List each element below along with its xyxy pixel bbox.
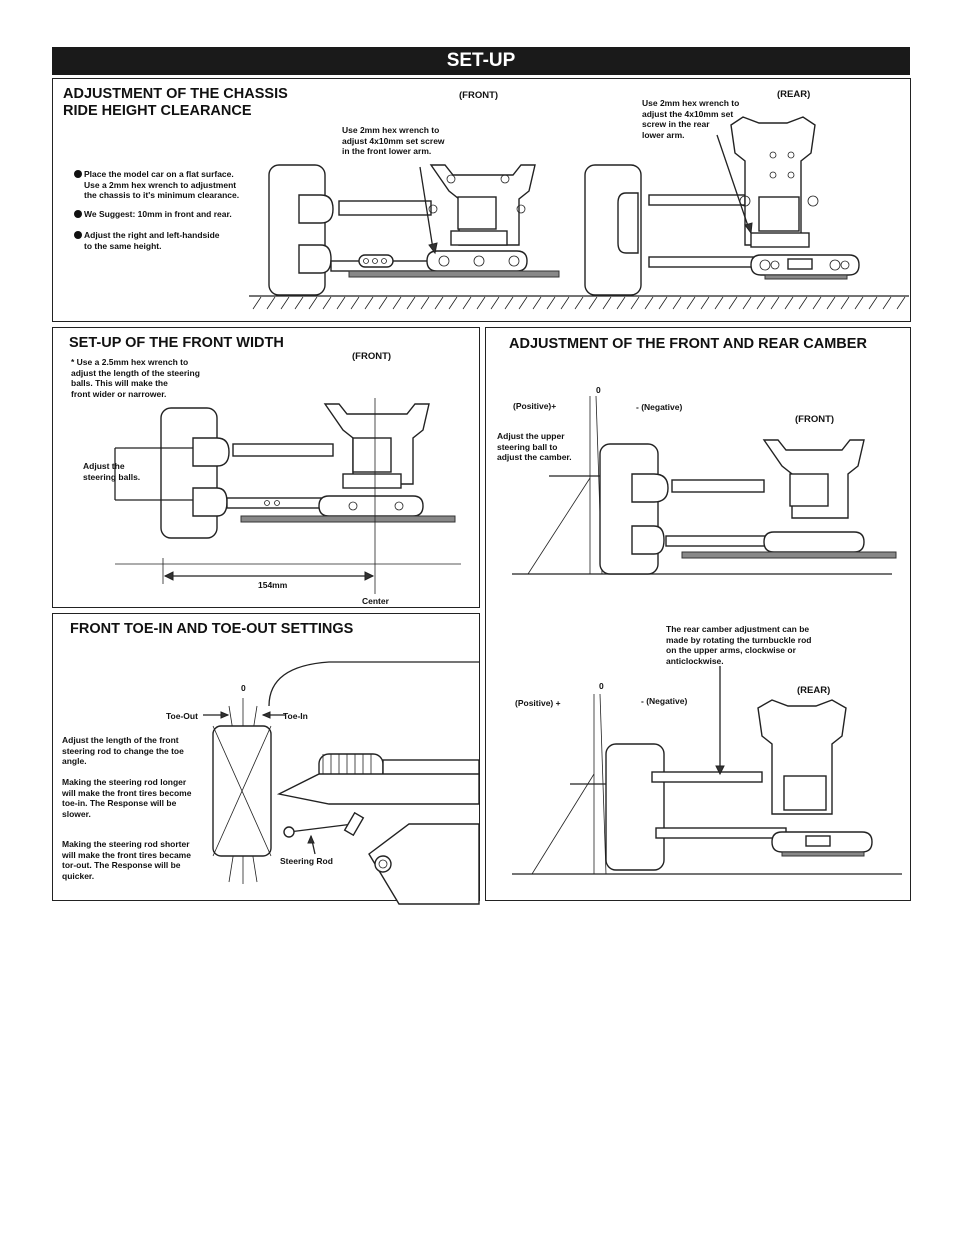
camber-rear-note: The rear camber adjustment can be made by rotating the turnbuckle rod on the upper arms, clockwise or anticlockwise.	[666, 624, 812, 666]
camber-front-label: (FRONT)	[795, 414, 835, 425]
ground-hatch-mark	[449, 297, 457, 309]
ground-hatch-mark	[827, 297, 835, 309]
ground-hatch-mark	[477, 297, 485, 309]
bullet-item	[74, 169, 240, 201]
ground-hatch-mark	[323, 297, 331, 309]
bullet-text: Place the model car on a flat surface. Use a 2mm hex wrench to adjustment the chassis to it's minimum clearance.	[84, 169, 240, 200]
ground-hatch-mark	[869, 297, 877, 309]
ground-hatch-mark	[351, 297, 359, 309]
camber-zero-label: 0	[596, 385, 601, 395]
ground-hatch-mark	[267, 297, 275, 309]
ride-height-panel	[52, 78, 911, 322]
ride-height-rear-label: (REAR)	[777, 89, 811, 100]
width-dimension-label: 154mm	[258, 580, 288, 590]
ground-hatch-mark	[561, 297, 569, 309]
camber-front-note: Adjust the upper steering ball to adjust the camber.	[497, 431, 572, 462]
ground-hatch-mark	[799, 297, 807, 309]
ground-hatch-mark	[519, 297, 527, 309]
camber-diagram	[486, 328, 912, 902]
front-width-front-label: (FRONT)	[352, 351, 392, 362]
toe-title: FRONT TOE-IN AND TOE-OUT SETTINGS	[70, 621, 354, 637]
center-label: Center	[362, 596, 389, 606]
ground-hatch-mark	[631, 297, 639, 309]
bullet-dot-icon	[74, 231, 82, 239]
setup-banner: SET-UP	[52, 47, 910, 75]
ground-hatch-mark	[295, 297, 303, 309]
front-width-title: SET-UP OF THE FRONT WIDTH	[69, 335, 284, 351]
ground-hatch-mark	[589, 297, 597, 309]
camber-positive-label: (Positive)+	[513, 401, 557, 411]
ground-hatch-mark	[253, 297, 261, 309]
ground-hatch-mark	[687, 297, 695, 309]
toe-paragraph-2: Making the steering rod longer will make the front tires become toe-in. The Response will be slower.	[62, 777, 192, 819]
ride-height-title-line1: ADJUSTMENT OF THE CHASSIS	[63, 86, 288, 102]
toe-in-label: Toe-In	[283, 711, 308, 721]
front-width-panel	[52, 327, 480, 608]
camber-panel	[485, 327, 911, 901]
toe-paragraph-1: Adjust the length of the front steering rod to change the toe angle.	[62, 735, 184, 766]
toe-panel	[52, 613, 480, 901]
ground-hatch-mark	[617, 297, 625, 309]
rear-camber-negative-label: - (Negative)	[641, 696, 688, 706]
ground-hatch-mark	[393, 297, 401, 309]
ground-hatch-mark	[505, 297, 513, 309]
ground-hatch-mark	[533, 297, 541, 309]
ride-height-bullet-list	[74, 169, 240, 251]
ground-hatch-mark	[337, 297, 345, 309]
ground-hatch-mark	[757, 297, 765, 309]
bullet-text: Adjust the right and left-handside to the same height.	[84, 230, 220, 251]
ground-hatch-mark	[463, 297, 471, 309]
bullet-item	[74, 208, 232, 220]
ground-hatch-mark	[729, 297, 737, 309]
ground-hatch-mark	[813, 297, 821, 309]
ground-hatch-mark	[883, 297, 891, 309]
ground-hatch-mark	[701, 297, 709, 309]
camber-title: ADJUSTMENT OF THE FRONT AND REAR CAMBER	[509, 336, 867, 352]
ground-hatch-mark	[365, 297, 373, 309]
bullet-dot-icon	[74, 210, 82, 218]
front-width-note: * Use a 2.5mm hex wrench to adjust the length of the steering balls. This will make the front wider or narrower.	[71, 357, 200, 399]
ride-height-rear-note: Use 2mm hex wrench to adjust the 4x10mm set screw in the rear lower arm.	[642, 98, 740, 140]
ride-height-front-label: (FRONT)	[459, 90, 499, 101]
ground-hatch-mark	[785, 297, 793, 309]
rear-camber-zero-label: 0	[599, 681, 604, 691]
ground-hatch-mark	[309, 297, 317, 309]
ground-hatch-mark	[435, 297, 443, 309]
toe-paragraph-3: Making the steering rod shorter will make the front tires became tor-out. The Response will be quicker.	[62, 839, 191, 881]
ground-hatch-mark	[379, 297, 387, 309]
ground-hatch-mark	[575, 297, 583, 309]
camber-negative-label: - (Negative)	[636, 402, 683, 412]
ground-hatch-mark	[673, 297, 681, 309]
ground-hatch-mark	[281, 297, 289, 309]
toe-zero-label: 0	[241, 683, 246, 693]
ground-hatch-mark	[491, 297, 499, 309]
ground-hatch-mark	[715, 297, 723, 309]
bullet-dot-icon	[74, 170, 82, 178]
toe-out-label: Toe-Out	[166, 711, 198, 721]
ground-hatch-mark	[407, 297, 415, 309]
ground-hatch-mark	[897, 297, 905, 309]
bullet-item	[74, 230, 229, 251]
ride-height-front-note: Use 2mm hex wrench to adjust 4x10mm set screw in the front lower arm.	[342, 125, 445, 156]
adjust-steering-balls-label: Adjust the steering balls.	[83, 461, 141, 482]
ride-height-title-line2: RIDE HEIGHT CLEARANCE	[63, 103, 252, 119]
bullet-text: We Suggest: 10mm in front and rear.	[84, 208, 232, 219]
ground-hatch-mark	[547, 297, 555, 309]
steering-rod-label: Steering Rod	[280, 856, 333, 866]
ground-hatch-mark	[771, 297, 779, 309]
ground-hatch-mark	[645, 297, 653, 309]
ground-hatch-mark	[603, 297, 611, 309]
ground-hatch-mark	[659, 297, 667, 309]
rear-camber-positive-label: (Positive) +	[515, 698, 561, 708]
ground-hatch-mark	[743, 297, 751, 309]
ground-hatch-mark	[855, 297, 863, 309]
camber-rear-label: (REAR)	[797, 685, 831, 696]
ground-hatch-mark	[421, 297, 429, 309]
ground-hatch-mark	[841, 297, 849, 309]
